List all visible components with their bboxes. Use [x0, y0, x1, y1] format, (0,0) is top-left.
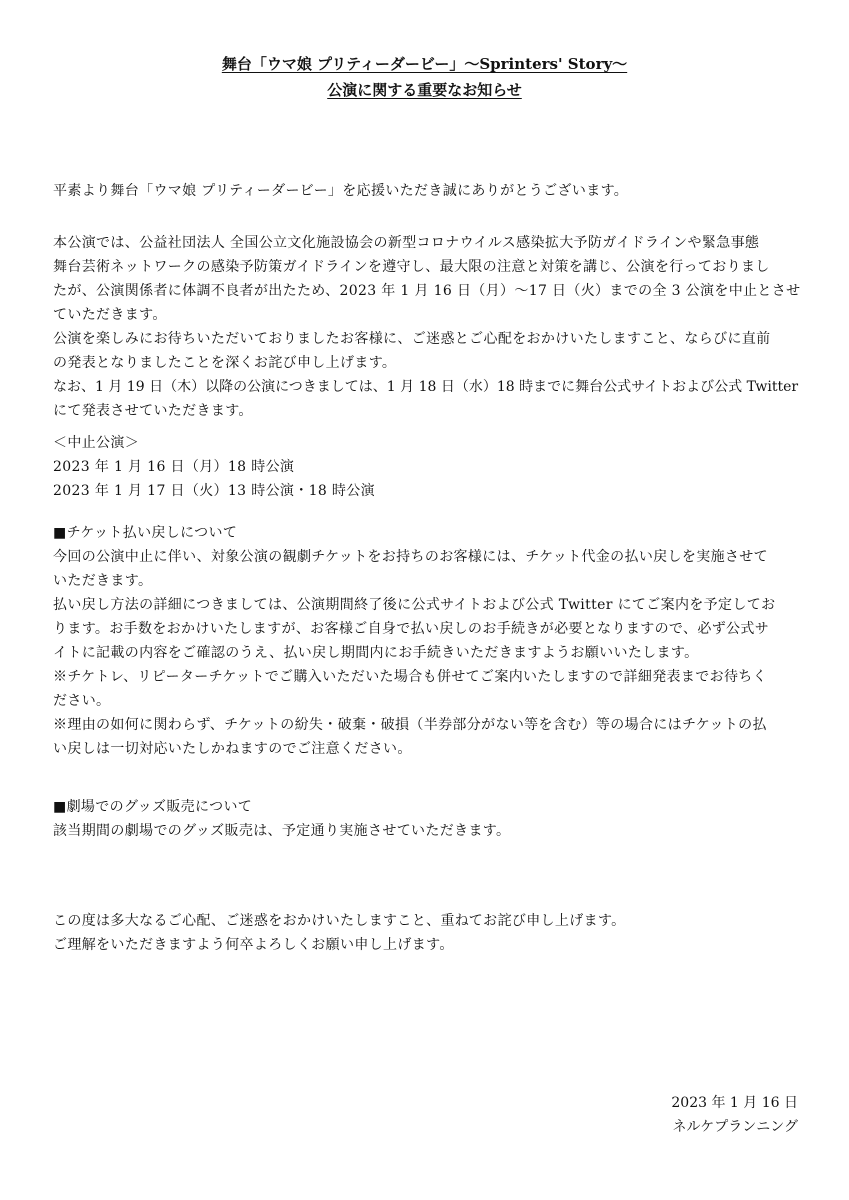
refund-line: ださい。 — [53, 693, 111, 709]
refund-line: ります。お手数をおかけいたしますが、お客様ご自身で払い戻しのお手続きが必要となりますので、必ず公式サ — [53, 621, 770, 637]
refund-line: 払い戻し方法の詳細につきましては、公演期間終了後に公式サイトおよび公式 Twitter にてご案内を予定してお — [53, 597, 776, 613]
body-line: 舞台芸術ネットワークの感染予防策ガイドラインを遵守し、最大限の注意と対策を講じ、公演を行っておりまし — [53, 259, 770, 275]
body-line: たが、公演関係者に体調不良者が出たため、2023 年 1 月 16 日（月）〜17 日（火）までの全 3 公演を中止とさせ — [53, 283, 801, 299]
goods-heading: ■劇場でのグッズ販売について — [53, 799, 253, 815]
body-line: ていただきます。 — [53, 307, 167, 323]
document-subtitle: 公演に関する重要なお知らせ — [327, 81, 522, 99]
document-title: 舞台「ウマ娘 プリティーダービー」〜Sprinters' Story〜 — [221, 55, 628, 73]
closing-line: この度は多大なるご心配、ご迷惑をおかけいたしますこと、重ねてお詫び申し上げます。 — [53, 913, 626, 929]
body-line: 本公演では、公益社団法人 全国公立文化施設協会の新型コロナウイルス感染拡大予防ガイドラインや緊急事態 — [53, 235, 760, 251]
closing-line: ご理解をいただきますよう何卒よろしくお願い申し上げます。 — [53, 937, 454, 953]
body-line: なお、1 月 19 日（木）以降の公演につきましては、1 月 18 日（水）18 時までに舞台公式サイトおよび公式 Twitter — [53, 379, 799, 395]
goods-line: 該当期間の劇場でのグッズ販売は、予定通り実施させていただきます。 — [53, 823, 511, 839]
refund-line: イトに記載の内容をご確認のうえ、払い戻し期間内にお手続きいただきますようお願いいたします。 — [53, 645, 699, 661]
issue-date: 2023 年 1 月 16 日 — [671, 1095, 798, 1111]
body-line: 公演を楽しみにお待ちいただいておりましたお客様に、ご迷惑とご心配をおかけいたしますこと、ならびに直前 — [53, 331, 771, 347]
refund-line: ※理由の如何に関わらず、チケットの紛失・破棄・破損（半券部分がない等を含む）等の場合にはチケットの払 — [53, 717, 767, 733]
refund-heading: ■チケット払い戻しについて — [53, 525, 238, 541]
refund-line: い戻しは一切対応いたしかねますのでご注意ください。 — [53, 741, 412, 757]
cancelled-performance: 2023 年 1 月 17 日（火）13 時公演・18 時公演 — [53, 483, 375, 499]
refund-line: いただきます。 — [53, 573, 153, 589]
body-line: の発表となりましたことを深くお詫び申し上げます。 — [53, 355, 397, 371]
cancelled-heading: ＜中止公演＞ — [53, 435, 140, 451]
refund-line: 今回の公演中止に伴い、対象公演の観劇チケットをお持ちのお客様には、チケット代金の払い戻しを実施させて — [53, 549, 768, 565]
company-name: ネルケプランニング — [672, 1119, 798, 1135]
refund-line: ※チケトレ、リピーターチケットでご購入いただいた場合も併せてご案内いたしますので詳細発表までお待ちく — [53, 669, 767, 685]
greeting-text: 平素より舞台「ウマ娘 プリティーダービー」を応援いただき誠にありがとうございます。 — [53, 183, 629, 199]
cancelled-performance: 2023 年 1 月 16 日（月）18 時公演 — [53, 459, 295, 475]
body-line: にて発表させていただきます。 — [53, 403, 253, 419]
